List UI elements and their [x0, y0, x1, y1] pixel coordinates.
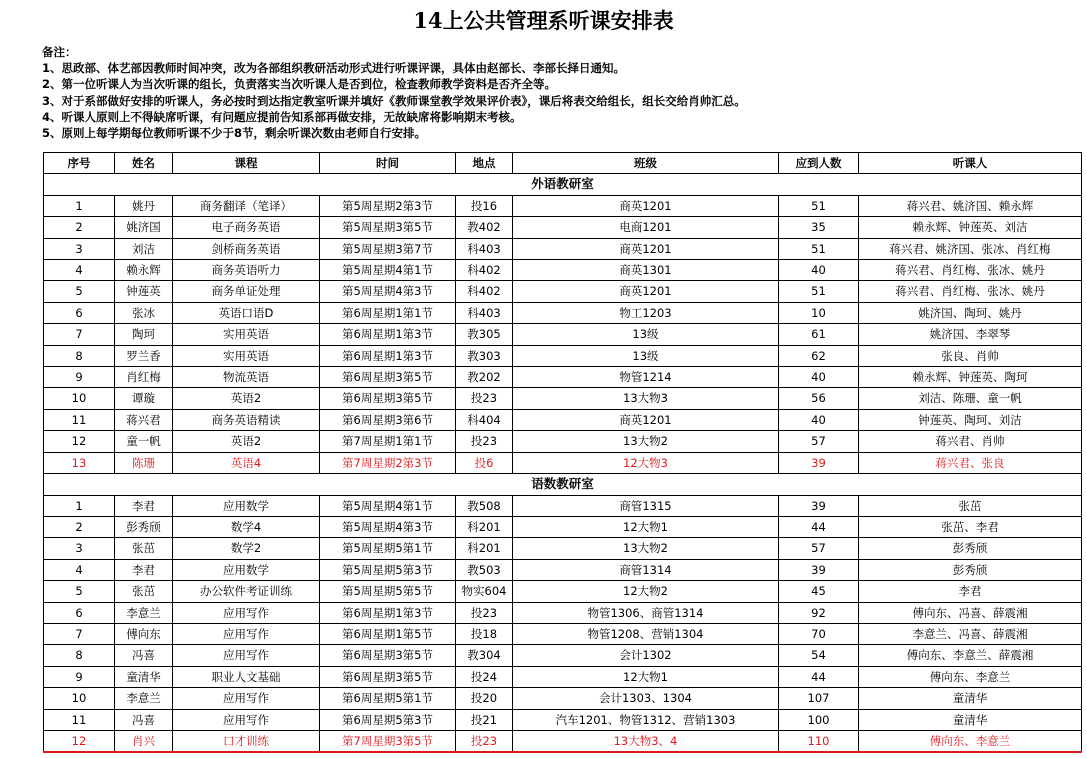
cell-observers: 傅向东、冯喜、薛震湘 [859, 602, 1082, 623]
cell-index: 8 [44, 645, 115, 666]
cell-observers: 蒋兴君、姚济国、张冰、肖红梅 [859, 238, 1082, 259]
cell-observers: 傅向东、李意兰 [859, 730, 1082, 752]
cell-class: 物管1306、商管1314 [513, 602, 779, 623]
cell-index: 6 [44, 302, 115, 323]
cell-course: 商务单证处理 [173, 281, 320, 302]
cell-location: 科403 [456, 238, 513, 259]
cell-class: 13大物3、4 [513, 730, 779, 752]
cell-index: 2 [44, 217, 115, 238]
cell-index: 12 [44, 431, 115, 452]
cell-course: 电子商务英语 [173, 217, 320, 238]
cell-location: 投20 [456, 688, 513, 709]
cell-course: 英语口语D [173, 302, 320, 323]
cell-index: 1 [44, 195, 115, 216]
cell-attendance: 51 [779, 238, 859, 259]
cell-class: 物管1214 [513, 367, 779, 388]
cell-name: 李意兰 [115, 688, 173, 709]
cell-time: 第6周星期3第5节 [320, 645, 456, 666]
cell-location: 教508 [456, 495, 513, 516]
cell-name: 李君 [115, 495, 173, 516]
cell-time: 第7周星期2第3节 [320, 452, 456, 473]
cell-course: 实用英语 [173, 324, 320, 345]
cell-location: 教304 [456, 645, 513, 666]
header-cell-course: 课程 [173, 153, 320, 174]
cell-course: 剑桥商务英语 [173, 238, 320, 259]
table-row [44, 238, 1082, 259]
cell-class: 13大物3 [513, 388, 779, 409]
table-row [44, 602, 1082, 623]
cell-index: 4 [44, 559, 115, 580]
table-row [44, 217, 1082, 238]
notes-block [42, 44, 1082, 141]
cell-location: 教402 [456, 217, 513, 238]
cell-name: 姚丹 [115, 195, 173, 216]
cell-class: 商管1315 [513, 495, 779, 516]
cell-time: 第5周星期4第1节 [320, 260, 456, 281]
cell-index: 8 [44, 345, 115, 366]
section-row [44, 174, 1082, 195]
table-row [44, 409, 1082, 430]
cell-name: 张茁 [115, 581, 173, 602]
cell-course: 商务翻译（笔译） [173, 195, 320, 216]
cell-course: 应用写作 [173, 623, 320, 644]
cell-observers: 蒋兴君、肖帅 [859, 431, 1082, 452]
cell-location: 科402 [456, 281, 513, 302]
table-body [44, 174, 1082, 752]
cell-location: 教202 [456, 367, 513, 388]
cell-time: 第5周星期4第3节 [320, 281, 456, 302]
cell-name: 肖兴 [115, 730, 173, 752]
cell-index: 2 [44, 516, 115, 537]
cell-course: 英语2 [173, 388, 320, 409]
note-item: 2、第一位听课人为当次听课的组长，负责落实当次听课人是否到位，检查教师教学资料是否齐全等。 [42, 77, 556, 92]
cell-observers: 钟莲英、陶珂、刘洁 [859, 409, 1082, 430]
cell-attendance: 110 [779, 730, 859, 752]
cell-name: 陶珂 [115, 324, 173, 345]
cell-course: 实用英语 [173, 345, 320, 366]
cell-index: 7 [44, 324, 115, 345]
cell-index: 3 [44, 238, 115, 259]
cell-class: 会计1303、1304 [513, 688, 779, 709]
table-row [44, 516, 1082, 537]
cell-attendance: 51 [779, 195, 859, 216]
cell-attendance: 10 [779, 302, 859, 323]
cell-location: 教503 [456, 559, 513, 580]
cell-class: 商英1201 [513, 195, 779, 216]
cell-time: 第5周星期5第3节 [320, 559, 456, 580]
cell-attendance: 61 [779, 324, 859, 345]
cell-course: 物流英语 [173, 367, 320, 388]
cell-attendance: 40 [779, 409, 859, 430]
cell-time: 第5周星期4第3节 [320, 516, 456, 537]
cell-index: 11 [44, 709, 115, 730]
cell-location: 投21 [456, 709, 513, 730]
header-cell-location: 地点 [456, 153, 513, 174]
cell-time: 第5周星期4第1节 [320, 495, 456, 516]
header-cell-attendance: 应到人数 [779, 153, 859, 174]
table-row [44, 688, 1082, 709]
cell-index: 12 [44, 730, 115, 752]
cell-location: 投6 [456, 452, 513, 473]
cell-observers: 彭秀颀 [859, 538, 1082, 559]
cell-name: 李意兰 [115, 602, 173, 623]
cell-time: 第6周星期1第5节 [320, 623, 456, 644]
table-row [44, 260, 1082, 281]
cell-class: 13大物2 [513, 431, 779, 452]
cell-index: 9 [44, 367, 115, 388]
cell-location: 科402 [456, 260, 513, 281]
cell-time: 第6周星期3第6节 [320, 409, 456, 430]
table-row [44, 281, 1082, 302]
cell-index: 7 [44, 623, 115, 644]
cell-observers: 童清华 [859, 709, 1082, 730]
cell-index: 5 [44, 581, 115, 602]
page-title: 14上公共管理系听课安排表 [413, 8, 674, 33]
table-row [44, 666, 1082, 687]
cell-observers: 蒋兴君、姚济国、赖永辉 [859, 195, 1082, 216]
header-cell-class: 班级 [513, 153, 779, 174]
cell-class: 12大物2 [513, 581, 779, 602]
section-row [44, 474, 1082, 495]
cell-observers: 张茁、李君 [859, 516, 1082, 537]
cell-attendance: 40 [779, 260, 859, 281]
note-item: 3、对于系部做好安排的听课人，务必按时到达指定教室听课并填好《教师课堂教学效果评价表》，课后将表交给组长，组长交给肖帅汇总。 [42, 93, 746, 108]
cell-time: 第5周星期3第7节 [320, 238, 456, 259]
cell-name: 冯喜 [115, 645, 173, 666]
cell-time: 第5周星期5第1节 [320, 538, 456, 559]
cell-observers: 彭秀颀 [859, 559, 1082, 580]
cell-course: 应用写作 [173, 602, 320, 623]
cell-attendance: 44 [779, 666, 859, 687]
section-title: 语数教研室 [44, 474, 1082, 495]
cell-name: 谭璇 [115, 388, 173, 409]
cell-attendance: 39 [779, 495, 859, 516]
cell-index: 1 [44, 495, 115, 516]
cell-course: 口才训练 [173, 730, 320, 752]
table-row [44, 623, 1082, 644]
cell-attendance: 44 [779, 516, 859, 537]
table-row [44, 195, 1082, 216]
cell-name: 钟莲英 [115, 281, 173, 302]
notes-heading: 备注： [42, 45, 77, 59]
cell-observers: 蒋兴君、张良 [859, 452, 1082, 473]
cell-attendance: 40 [779, 367, 859, 388]
table-row [44, 452, 1082, 473]
cell-attendance: 51 [779, 281, 859, 302]
cell-location: 教305 [456, 324, 513, 345]
cell-location: 科201 [456, 516, 513, 537]
cell-name: 彭秀颀 [115, 516, 173, 537]
cell-index: 4 [44, 260, 115, 281]
cell-name: 蒋兴君 [115, 409, 173, 430]
cell-observers: 张良、肖帅 [859, 345, 1082, 366]
cell-location: 投18 [456, 623, 513, 644]
table-row [44, 538, 1082, 559]
schedule-table [43, 152, 1082, 753]
table-row [44, 302, 1082, 323]
cell-course: 应用数学 [173, 559, 320, 580]
cell-name: 罗兰香 [115, 345, 173, 366]
header-cell-name: 姓名 [115, 153, 173, 174]
cell-class: 商英1201 [513, 281, 779, 302]
cell-course: 应用数学 [173, 495, 320, 516]
cell-class: 电商1201 [513, 217, 779, 238]
cell-name: 赖永辉 [115, 260, 173, 281]
cell-name: 张冰 [115, 302, 173, 323]
header-row [44, 153, 1082, 174]
cell-class: 物管1208、营销1304 [513, 623, 779, 644]
cell-name: 刘洁 [115, 238, 173, 259]
cell-time: 第7周星期3第5节 [320, 730, 456, 752]
cell-location: 投23 [456, 602, 513, 623]
table-row [44, 345, 1082, 366]
cell-name: 童清华 [115, 666, 173, 687]
table-row [44, 431, 1082, 452]
cell-attendance: 92 [779, 602, 859, 623]
cell-name: 冯喜 [115, 709, 173, 730]
cell-class: 汽车1201、物管1312、营销1303 [513, 709, 779, 730]
cell-observers: 蒋兴君、肖红梅、张冰、姚丹 [859, 260, 1082, 281]
cell-course: 办公软件考证训练 [173, 581, 320, 602]
cell-class: 商英1301 [513, 260, 779, 281]
cell-time: 第6周星期3第5节 [320, 666, 456, 687]
cell-time: 第6周星期3第5节 [320, 367, 456, 388]
cell-location: 投23 [456, 388, 513, 409]
cell-attendance: 35 [779, 217, 859, 238]
cell-course: 英语2 [173, 431, 320, 452]
cell-time: 第6周星期1第3节 [320, 602, 456, 623]
cell-course: 应用写作 [173, 709, 320, 730]
header-cell-time: 时间 [320, 153, 456, 174]
cell-course: 商务英语精读 [173, 409, 320, 430]
cell-index: 6 [44, 602, 115, 623]
table-row [44, 324, 1082, 345]
cell-location: 教303 [456, 345, 513, 366]
cell-observers: 李意兰、冯喜、薛震湘 [859, 623, 1082, 644]
cell-time: 第5周星期5第5节 [320, 581, 456, 602]
cell-class: 13级 [513, 345, 779, 366]
cell-name: 肖红梅 [115, 367, 173, 388]
cell-observers: 姚济国、李翠琴 [859, 324, 1082, 345]
cell-time: 第5周星期2第3节 [320, 195, 456, 216]
note-item: 1、思政部、体艺部因教师时间冲突，改为各部组织教研活动形式进行听课评课，具体由赵部长、李部长择日通知。 [42, 61, 625, 76]
cell-observers: 刘洁、陈珊、童一帆 [859, 388, 1082, 409]
cell-class: 12大物1 [513, 516, 779, 537]
cell-observers: 姚济国、陶珂、姚丹 [859, 302, 1082, 323]
cell-observers: 赖永辉、钟莲英、刘洁 [859, 217, 1082, 238]
section-title: 外语教研室 [44, 174, 1082, 195]
cell-name: 张茁 [115, 538, 173, 559]
cell-attendance: 39 [779, 452, 859, 473]
cell-location: 科404 [456, 409, 513, 430]
cell-name: 姚济国 [115, 217, 173, 238]
cell-location: 物实604 [456, 581, 513, 602]
note-item: 4、听课人原则上不得缺席听课，有问题应提前告知系部再做安排，无故缺席将影响期末考核。 [42, 109, 522, 124]
cell-attendance: 54 [779, 645, 859, 666]
cell-attendance: 45 [779, 581, 859, 602]
header-cell-observers: 听课人 [859, 153, 1082, 174]
header-cell-index: 序号 [44, 153, 115, 174]
cell-course: 职业人文基础 [173, 666, 320, 687]
cell-location: 投23 [456, 431, 513, 452]
cell-observers: 李君 [859, 581, 1082, 602]
cell-observers: 赖永辉、钟莲英、陶珂 [859, 367, 1082, 388]
cell-attendance: 57 [779, 538, 859, 559]
cell-class: 会计1302 [513, 645, 779, 666]
cell-location: 投23 [456, 730, 513, 752]
cell-observers: 童清华 [859, 688, 1082, 709]
cell-class: 物工1203 [513, 302, 779, 323]
cell-observers: 傅向东、李意兰 [859, 666, 1082, 687]
cell-attendance: 100 [779, 709, 859, 730]
cell-class: 13大物2 [513, 538, 779, 559]
cell-course: 数学2 [173, 538, 320, 559]
cell-index: 3 [44, 538, 115, 559]
cell-index: 9 [44, 666, 115, 687]
cell-attendance: 70 [779, 623, 859, 644]
table-row [44, 388, 1082, 409]
table-row [44, 367, 1082, 388]
cell-course: 商务英语听力 [173, 260, 320, 281]
table-row [44, 730, 1082, 752]
cell-time: 第6周星期5第1节 [320, 688, 456, 709]
cell-course: 英语4 [173, 452, 320, 473]
cell-course: 应用写作 [173, 688, 320, 709]
cell-time: 第6周星期1第3节 [320, 345, 456, 366]
cell-observers: 傅向东、李意兰、薛震湘 [859, 645, 1082, 666]
cell-index: 10 [44, 688, 115, 709]
cell-class: 12大物3 [513, 452, 779, 473]
cell-attendance: 56 [779, 388, 859, 409]
table-row [44, 559, 1082, 580]
cell-index: 11 [44, 409, 115, 430]
cell-attendance: 39 [779, 559, 859, 580]
note-item: 5、原则上每学期每位教师听课不少于8节，剩余听课次数由老师自行安排。 [42, 125, 426, 140]
table-row [44, 709, 1082, 730]
cell-location: 科403 [456, 302, 513, 323]
cell-observers: 张茁 [859, 495, 1082, 516]
table-row [44, 645, 1082, 666]
cell-time: 第6周星期3第5节 [320, 388, 456, 409]
cell-time: 第6周星期1第1节 [320, 302, 456, 323]
cell-class: 12大物1 [513, 666, 779, 687]
cell-course: 数学4 [173, 516, 320, 537]
cell-name: 童一帆 [115, 431, 173, 452]
cell-index: 5 [44, 281, 115, 302]
table-row [44, 495, 1082, 516]
cell-index: 10 [44, 388, 115, 409]
cell-time: 第6周星期1第3节 [320, 324, 456, 345]
cell-name: 傅向东 [115, 623, 173, 644]
cell-observers: 蒋兴君、肖红梅、张冰、姚丹 [859, 281, 1082, 302]
table-row [44, 581, 1082, 602]
cell-class: 13级 [513, 324, 779, 345]
cell-time: 第5周星期3第5节 [320, 217, 456, 238]
cell-attendance: 62 [779, 345, 859, 366]
cell-class: 商管1314 [513, 559, 779, 580]
cell-name: 李君 [115, 559, 173, 580]
cell-time: 第6周星期5第3节 [320, 709, 456, 730]
cell-location: 投16 [456, 195, 513, 216]
cell-attendance: 57 [779, 431, 859, 452]
cell-name: 陈珊 [115, 452, 173, 473]
cell-location: 投24 [456, 666, 513, 687]
cell-location: 科201 [456, 538, 513, 559]
cell-class: 商英1201 [513, 238, 779, 259]
cell-class: 商英1201 [513, 409, 779, 430]
cell-attendance: 107 [779, 688, 859, 709]
cell-index: 13 [44, 452, 115, 473]
cell-course: 应用写作 [173, 645, 320, 666]
cell-time: 第7周星期1第1节 [320, 431, 456, 452]
